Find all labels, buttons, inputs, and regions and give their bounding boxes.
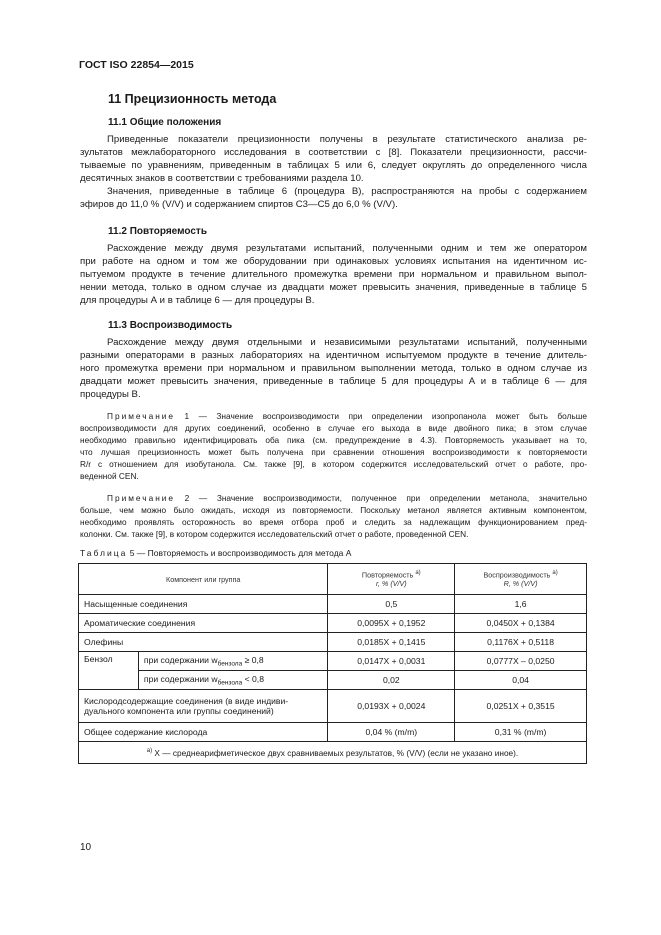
text-line: при работе на одном и том же оборудовании при одинаковых условиях испытания на идентичном ис- (80, 256, 587, 267)
section-title: 11 Прецизионность метода (108, 92, 277, 106)
cell-R: 0,0251X + 0,3515 (455, 690, 587, 723)
caption-label: Таблица (80, 548, 128, 558)
text-line: R/r с отношением для изобутанола. См. также [9], в котором содержится исследовательский отчет о работе, про- (80, 459, 587, 469)
header-label: Повторяемость (361, 570, 414, 580)
note-label: Примечание (107, 493, 176, 503)
header-reproducibility (455, 564, 587, 595)
cell-R: 0,04 (455, 671, 587, 690)
footnote-ref: a) (415, 569, 421, 576)
cell-r: 0,04 % (m/m) (328, 723, 455, 742)
table-footnote-row (79, 742, 587, 764)
table-header-row (79, 564, 587, 595)
subsection-title-11-2: 11.2 Повторяемость (108, 226, 207, 237)
text-line: десятичных знаков в соответствии с требованиями раздела 10. (80, 173, 364, 184)
header-unit: r, % (V/V) (375, 579, 407, 589)
table-footnote (79, 742, 587, 764)
condition-text: при содержании w (143, 673, 218, 684)
text-line (80, 492, 587, 504)
condition-index: бензола (217, 679, 243, 687)
text-line: зультатов межлабораторного исследования в соответствии с [8]. Показатели прецизионности, рассчи- (80, 147, 587, 158)
text-line: что лучшая прецизионность может быть получена при сравнении отношения воспроизводимости к повторяемости (80, 447, 587, 457)
note-2 (80, 492, 587, 540)
paragraph (80, 242, 587, 307)
cell-condition (138, 652, 328, 671)
document-header: ГОСТ ISO 22854—2015 (79, 59, 194, 71)
text-line: воспроизводимости для других соединений, особенно в случае его выхода в виде двойного пика; в этом случае (80, 423, 587, 433)
note-text: 2 — Значение воспроизводимости, полученное при определении метанола, значительно (184, 493, 587, 503)
text-line: разными операторами в разных лабораториях на идентичном испытуемом продукте в течение длитель- (80, 350, 587, 361)
text-line: веденной CEN. (80, 471, 139, 481)
text-line: необходимо проявлять осторожность во время отбора проб и следить за надлежащим функционированием пред- (80, 517, 587, 527)
text-line: колонки. См. также [9], в котором содержится исследовательский отчет о работе, проведенной CEN. (80, 529, 469, 539)
cell-r: 0,0095X + 0,1952 (328, 614, 455, 633)
table-row (79, 723, 587, 742)
footnote-text: X — среднеарифметическое двух сравниваемых результатов, % (V/V) (если не указано иное). (152, 747, 519, 758)
text-line: тываемые по уравнениям, приведенным в таблицах 5 или 6, следует округлять до определенного числа (80, 160, 587, 171)
cell-R: 1,6 (455, 595, 587, 614)
paragraph (80, 336, 587, 401)
header-label: Воспроизводимость (483, 570, 551, 580)
text-line: Приведенные показатели прецизионности получены в результате статистического анализа ре- (107, 134, 587, 145)
cell-r: 0,0193X + 0,0024 (328, 690, 455, 723)
condition-value: < 0,8 (242, 673, 264, 684)
cell-r: 0,02 (328, 671, 455, 690)
cell-component: Ароматические соединения (79, 614, 328, 633)
text-line: Значения, приведенные в таблице 6 (процедура В), распространяются на пробы с содержанием (107, 186, 587, 197)
note-text: 1 — Значение воспроизводимости при определении изопропанола может быть больше (184, 411, 587, 421)
cell-r: 0,0147X + 0,0031 (328, 652, 455, 671)
text-line: Расхождение между двумя результатами испытаний, полученными одним и тем же оператором (107, 243, 587, 254)
page-number: 10 (80, 842, 92, 853)
header-component: Компонент или группа (79, 564, 328, 595)
cell-component: Бензол (79, 652, 139, 690)
table-row (79, 690, 587, 723)
condition-text: при содержании w (143, 654, 218, 665)
cell-component: Насыщенные соединения (79, 595, 328, 614)
table-row (79, 614, 587, 633)
paragraph (80, 133, 587, 211)
cell-R: 0,0450X + 0,1384 (455, 614, 587, 633)
table-caption (80, 548, 351, 558)
subsection-title-11-3: 11.3 Воспроизводимость (108, 320, 233, 331)
cell-r: 0,0185X + 0,1415 (328, 633, 455, 652)
precision-table (78, 563, 587, 764)
cell-r: 0,5 (328, 595, 455, 614)
text-line: для процедуры А и в таблице 6 — для процедуры В. (80, 295, 315, 306)
text-line: эфиров до 11,0 % (V/V) и содержанием спиртов С3—С5 до 6,0 % (V/V). (80, 199, 398, 210)
table-row (79, 633, 587, 652)
footnote-mark: a) (146, 747, 153, 754)
cell-R: 0,1176X + 0,5118 (455, 633, 587, 652)
footnote-ref: a) (552, 569, 558, 576)
header-unit: R, % (V/V) (503, 579, 538, 589)
cell-component: Кислородсодержащие соединения (в виде индиви-дуального компонента или группы соединений) (79, 690, 328, 723)
text-line: Расхождение между двумя отдельными и независимыми результатами испытаний, полученными (107, 337, 587, 348)
header-repeatability (328, 564, 455, 595)
text-line: пытуемом продукте в течение длительного промежутка времени при нормальном и правильном выпол- (80, 269, 587, 280)
text-line: процедуры В. (80, 389, 141, 400)
text-line: больше, чем можно было ожидать, исходя из повторяемости. Поскольку метанол является активным компонентом, (80, 505, 587, 515)
table-row (79, 595, 587, 614)
text-line: двадцати может превысить значения, приведенные в таблице 5 для процедуры А и в таблице 6 — для (80, 376, 587, 387)
note-1 (80, 410, 587, 482)
cell-condition (138, 671, 328, 690)
cell-R: 0,31 % (m/m) (455, 723, 587, 742)
text-line (80, 410, 587, 422)
subsection-title-11-1: 11.1 Общие положения (108, 117, 222, 128)
cell-component: Олефины (79, 633, 328, 652)
text-line: необходимо правильно идентифицировать оба пика (см. предупреждение в 4.3). Повторяемость указывает на то, (80, 435, 587, 445)
note-label: Примечание (107, 411, 176, 421)
text-line: нении метода, только в одном случае из двадцати может превысить значения, приведенные в таблице 5 (80, 282, 587, 293)
table-row (79, 671, 587, 690)
caption-text: 5 — Повторяемость и воспроизводимость для метода А (129, 548, 352, 558)
table-row (79, 652, 587, 671)
cell-R: 0,0777X – 0,0250 (455, 652, 587, 671)
condition-index: бензола (217, 660, 243, 668)
cell-component: Общее содержание кислорода (79, 723, 328, 742)
condition-value: ≥ 0,8 (242, 654, 264, 665)
text-line: ного промежутка времени при нормальном и правильном выполнении метода, только в одном случае из (80, 363, 587, 374)
